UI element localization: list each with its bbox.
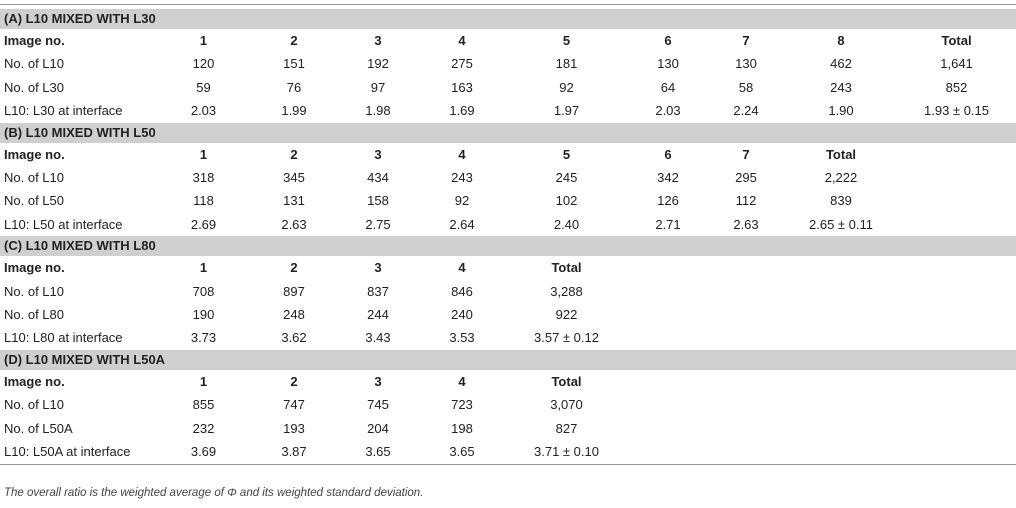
table-row	[0, 52, 1016, 75]
table-cell: 2.75	[365, 216, 391, 232]
table-cell: 295	[735, 170, 757, 186]
table-row	[0, 166, 1016, 189]
table-cell: 747	[283, 397, 305, 413]
table-cell: 3.43	[365, 330, 391, 346]
empty-cell	[629, 370, 1016, 393]
header-cell: 4	[458, 146, 466, 162]
header-cell: 3	[374, 33, 382, 48]
section-b	[0, 123, 1016, 237]
table-cell: 232	[192, 420, 215, 436]
table-cell: 434	[367, 170, 389, 186]
table-cell: 837	[367, 283, 389, 299]
header-cell: Total	[551, 260, 582, 276]
header-cell: 6	[664, 146, 672, 162]
table-cell: 198	[451, 420, 473, 436]
table-cell: 244	[367, 307, 389, 323]
section-title: (C) L10 MIXED WITH L80	[0, 236, 1016, 256]
section-title: (D) L10 MIXED WITH L50A	[0, 350, 1016, 370]
table-cell: 92	[559, 79, 574, 95]
table-cell: 2.64	[449, 216, 475, 232]
table-cell: 345	[283, 170, 305, 186]
header-cell: 1	[199, 260, 208, 276]
empty-cell	[897, 166, 1016, 189]
table-cell: 922	[555, 307, 578, 323]
header-cell: Total	[941, 33, 972, 48]
table-cell: 3.62	[281, 330, 307, 346]
table-cell: 243	[830, 79, 852, 95]
header-cell: Total	[825, 146, 857, 162]
header-cell: 4	[458, 33, 466, 48]
table-cell: 462	[830, 56, 852, 72]
table-cell: 204	[367, 420, 389, 436]
table-cell: 131	[283, 193, 305, 209]
table-cell: 275	[451, 56, 473, 72]
table-cell: 120	[192, 56, 215, 72]
table-cell: 855	[192, 397, 215, 413]
empty-cell	[897, 143, 1016, 166]
table-cell: 92	[454, 193, 470, 209]
table-cell: 64	[660, 79, 676, 95]
header-cell: 3	[374, 146, 382, 162]
table-cell: 342	[657, 170, 679, 186]
section-title: (B) L10 MIXED WITH L50	[0, 123, 1016, 143]
table-cell: 827	[555, 420, 578, 436]
table-cell: 1.93 ± 0.15	[924, 103, 990, 119]
table-cell: 839	[830, 193, 852, 209]
table-cell: 3.71 ± 0.10	[504, 440, 629, 464]
header-row	[0, 29, 1016, 52]
header-cell: 7	[742, 33, 750, 48]
header-cell: 7	[742, 146, 750, 162]
table-cell: 3.53	[449, 330, 475, 346]
table-row	[0, 280, 1016, 303]
table-cell: 1.97	[553, 103, 580, 119]
table-row	[0, 213, 1016, 236]
header-cell: 5	[562, 146, 571, 162]
table-cell: 58	[738, 79, 754, 95]
header-cell: 1	[199, 373, 208, 389]
header-cell: 3	[374, 260, 382, 276]
header-label: Image no.	[4, 33, 65, 48]
table-cell: 2.24	[733, 103, 759, 119]
row-label: L10: L50 at interface	[4, 216, 123, 232]
table-cell: 3,070	[550, 397, 583, 413]
table-cell: 76	[286, 79, 302, 95]
header-cell: 2	[290, 373, 298, 389]
header-cell: 2	[290, 260, 298, 276]
row-label: L10: L50A at interface	[0, 440, 155, 464]
table-cell: 126	[657, 193, 679, 209]
row-label: No. of L10	[4, 56, 64, 72]
section-c	[0, 236, 1016, 350]
table-cell: 248	[283, 307, 305, 323]
header-row	[0, 370, 1016, 393]
row-label: No. of L50A	[4, 420, 73, 436]
table-cell: 2.63	[281, 216, 307, 232]
row-label: No. of L10	[4, 397, 64, 413]
table-cell: 708	[192, 283, 215, 299]
empty-cell	[897, 213, 1016, 236]
header-cell: 1	[199, 146, 208, 162]
table-cell: 2.63	[733, 216, 759, 232]
table-cell: 181	[555, 56, 578, 72]
header-cell: 5	[562, 33, 571, 48]
table-cell: 897	[283, 283, 305, 299]
header-row	[0, 256, 1016, 279]
header-cell: 4	[458, 373, 466, 389]
table-cell: 3.57 ± 0.12	[534, 330, 599, 346]
header-label: Image no.	[4, 260, 65, 276]
table-cell: 723	[451, 397, 473, 413]
empty-cell	[629, 256, 1016, 279]
section-a	[0, 9, 1016, 123]
header-label: Image no.	[4, 146, 65, 162]
header-cell: 1	[199, 33, 208, 48]
table-cell: 2.40	[553, 216, 580, 232]
header-cell: 8	[837, 33, 845, 48]
header-label: Image no.	[4, 373, 65, 389]
table-row	[0, 76, 1016, 99]
header-cell: Total	[551, 373, 582, 389]
table-cell: 112	[735, 193, 757, 209]
table-cell: 97	[370, 79, 386, 95]
table-row	[0, 303, 1016, 326]
table-row	[0, 393, 1016, 416]
table-cell: 2.71	[655, 216, 681, 232]
section-title: (A) L10 MIXED WITH L30	[0, 9, 1016, 29]
table-cell: 852	[945, 79, 968, 95]
header-cell: 3	[374, 373, 382, 389]
row-label: No. of L80	[4, 307, 64, 323]
table-cell: 163	[451, 79, 473, 95]
table-cell: 192	[367, 56, 389, 72]
table-cell: 118	[193, 193, 214, 209]
row-label: L10: L80 at interface	[4, 330, 123, 346]
table-cell: 59	[196, 79, 211, 95]
table-cell: 243	[451, 170, 473, 186]
table-cell: 318	[192, 170, 215, 186]
empty-cell	[629, 393, 1016, 416]
data-table	[0, 9, 1016, 465]
table-cell: 1.69	[449, 103, 475, 119]
table-cell: 2.65 ± 0.11	[809, 216, 873, 232]
table-cell: 245	[555, 170, 578, 186]
table-cell: 1.98	[365, 103, 391, 119]
table-cell: 3,288	[550, 283, 583, 299]
empty-cell	[629, 417, 1016, 440]
table-cell: 158	[367, 193, 389, 209]
table-cell: 3.65	[336, 440, 420, 464]
table-cell: 130	[657, 56, 679, 72]
table-cell: 846	[451, 283, 473, 299]
table-cell: 1,641	[940, 56, 973, 72]
table-cell: 3.87	[252, 440, 336, 464]
top-rule	[0, 4, 1016, 5]
header-cell: 4	[458, 260, 466, 276]
table-cell: 2.03	[190, 103, 217, 119]
header-cell: 6	[664, 33, 672, 48]
table-footnote: The overall ratio is the weighted average of Φ and its weighted standard deviation.	[4, 487, 424, 499]
table-cell: 3.65	[420, 440, 504, 464]
empty-cell	[629, 326, 1016, 349]
table-cell: 130	[735, 56, 757, 72]
section-d	[0, 350, 1016, 464]
row-label: No. of L50	[4, 193, 64, 209]
row-label: No. of L30	[4, 79, 64, 95]
empty-cell	[629, 440, 1016, 464]
header-cell: 2	[290, 33, 298, 48]
table-cell: 1.90	[828, 103, 854, 119]
table-row	[0, 326, 1016, 349]
table-cell: 151	[283, 56, 305, 72]
table-cell: 745	[367, 397, 389, 413]
table-row	[0, 440, 1016, 464]
table-cell: 193	[283, 420, 305, 436]
table-cell: 2,222	[824, 170, 858, 186]
table-cell: 3.69	[155, 440, 252, 464]
table-cell: 240	[451, 307, 473, 323]
empty-cell	[629, 280, 1016, 303]
row-label: L10: L30 at interface	[4, 103, 123, 119]
row-label: No. of L10	[4, 170, 64, 186]
empty-cell	[897, 189, 1016, 212]
table-row	[0, 99, 1016, 122]
table-cell: 2.03	[655, 103, 681, 119]
table-cell: 102	[555, 193, 578, 209]
table-cell: 190	[192, 307, 215, 323]
header-cell: 2	[290, 146, 298, 162]
header-row	[0, 143, 1016, 166]
table-row	[0, 189, 1016, 212]
empty-cell	[629, 303, 1016, 326]
table-cell: 2.69	[190, 216, 217, 232]
table-cell: 1.99	[281, 103, 307, 119]
table-cell: 3.73	[190, 330, 217, 346]
row-label: No. of L10	[4, 283, 64, 299]
table-row	[0, 417, 1016, 440]
